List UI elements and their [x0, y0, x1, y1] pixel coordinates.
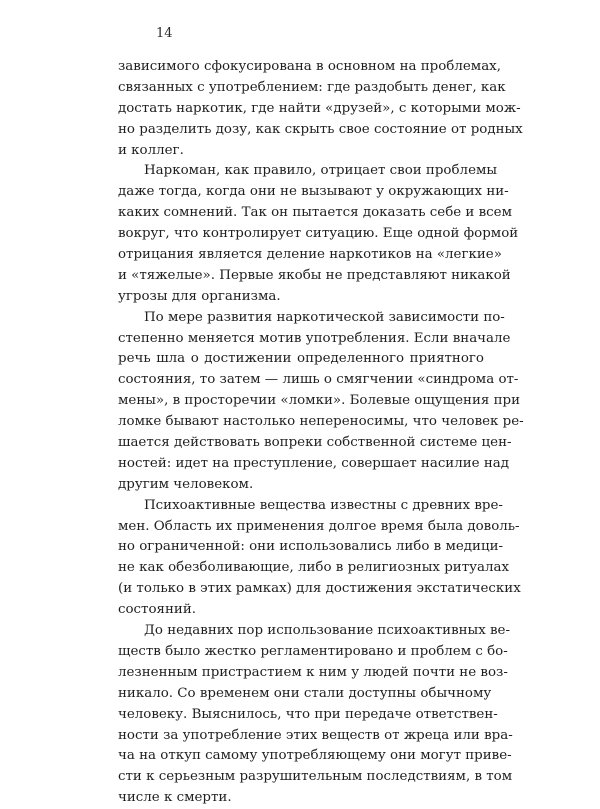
- text-line: сти к серьезным разрушительным последствиям, в том: [118, 769, 513, 785]
- text-line: связанных с употреблением: где раздобыть денег, как: [118, 79, 506, 95]
- text-line: состояний.: [118, 602, 197, 618]
- text-line: ществ было жестко регламентировано и проблем с бо-: [118, 643, 508, 659]
- text-line: угрозы для организма.: [118, 288, 281, 304]
- text-line: человеку. Выяснилось, что при передаче ответствен-: [118, 706, 498, 722]
- text-line: никало. Со временем они стали доступны обычному: [118, 685, 492, 701]
- text-line: По мере развития наркотической зависимости по-: [144, 309, 505, 325]
- text-line: но разделить дозу, как скрыть свое состояние от родных: [118, 121, 523, 137]
- body-text: [118, 57, 524, 809]
- text-line: состояния, то затем — лишь о смягчении «синдрома от-: [118, 372, 519, 388]
- text-line: мены», в просторечии «ломки». Болевые ощущения при: [118, 393, 521, 409]
- text-line: шается действовать вопреки собственной системе цен-: [118, 435, 512, 451]
- text-line: но ограниченной: они использовались либо в медици-: [118, 539, 504, 555]
- text-line: другим человеком.: [118, 476, 254, 492]
- text-line: ча на откуп самому употребляющему они могут приве-: [118, 748, 512, 764]
- text-line: и «тяжелые». Первые якобы не представляют никакой: [118, 267, 511, 283]
- text-line: каких сомнений. Так он пытается доказать себе и всем: [118, 205, 512, 221]
- text-line: До недавних пор использование психоактивных ве-: [144, 623, 510, 639]
- text-line: даже тогда, когда они не вызывают у окружающих ни-: [118, 184, 509, 200]
- text-line: числе к смерти.: [118, 790, 232, 806]
- text-line: вокруг, что контролирует ситуацию. Еще одной формой: [118, 226, 519, 242]
- text-line: (и только в этих рамках) для достижения экстатических: [118, 581, 521, 597]
- text-line: и коллег.: [118, 142, 184, 158]
- text-line: лезненным пристрастием к ним у людей почти не воз-: [118, 664, 508, 680]
- page-number: 14: [156, 26, 173, 41]
- text-line: достать наркотик, где найти «друзей», с которыми мож-: [118, 100, 521, 116]
- text-line: зависимого сфокусирована в основном на проблемах,: [118, 59, 501, 74]
- text-line: мен. Область их применения долгое время была доволь-: [118, 518, 520, 534]
- text-line: отрицания является деление наркотиков на «легкие»: [118, 247, 502, 263]
- text-line: Наркоман, как правило, отрицает свои проблемы: [144, 163, 498, 179]
- text-line: ностей: идет на преступление, совершает насилие над: [118, 455, 510, 471]
- text-line: степенно меняется мотив употребления. Если вначале: [118, 330, 511, 346]
- text-line: ности за употребление этих веществ от жреца или вра-: [118, 727, 513, 743]
- text-line: не как обезболивающие, либо в религиозных ритуалах: [118, 560, 510, 576]
- text-line: речь шла о достижении определенного приятного: [118, 351, 484, 367]
- text-line: ломке бывают настолько непереносимы, что человек ре-: [118, 414, 524, 430]
- text-line: Психоактивные вещества известны с древних вре-: [144, 497, 503, 513]
